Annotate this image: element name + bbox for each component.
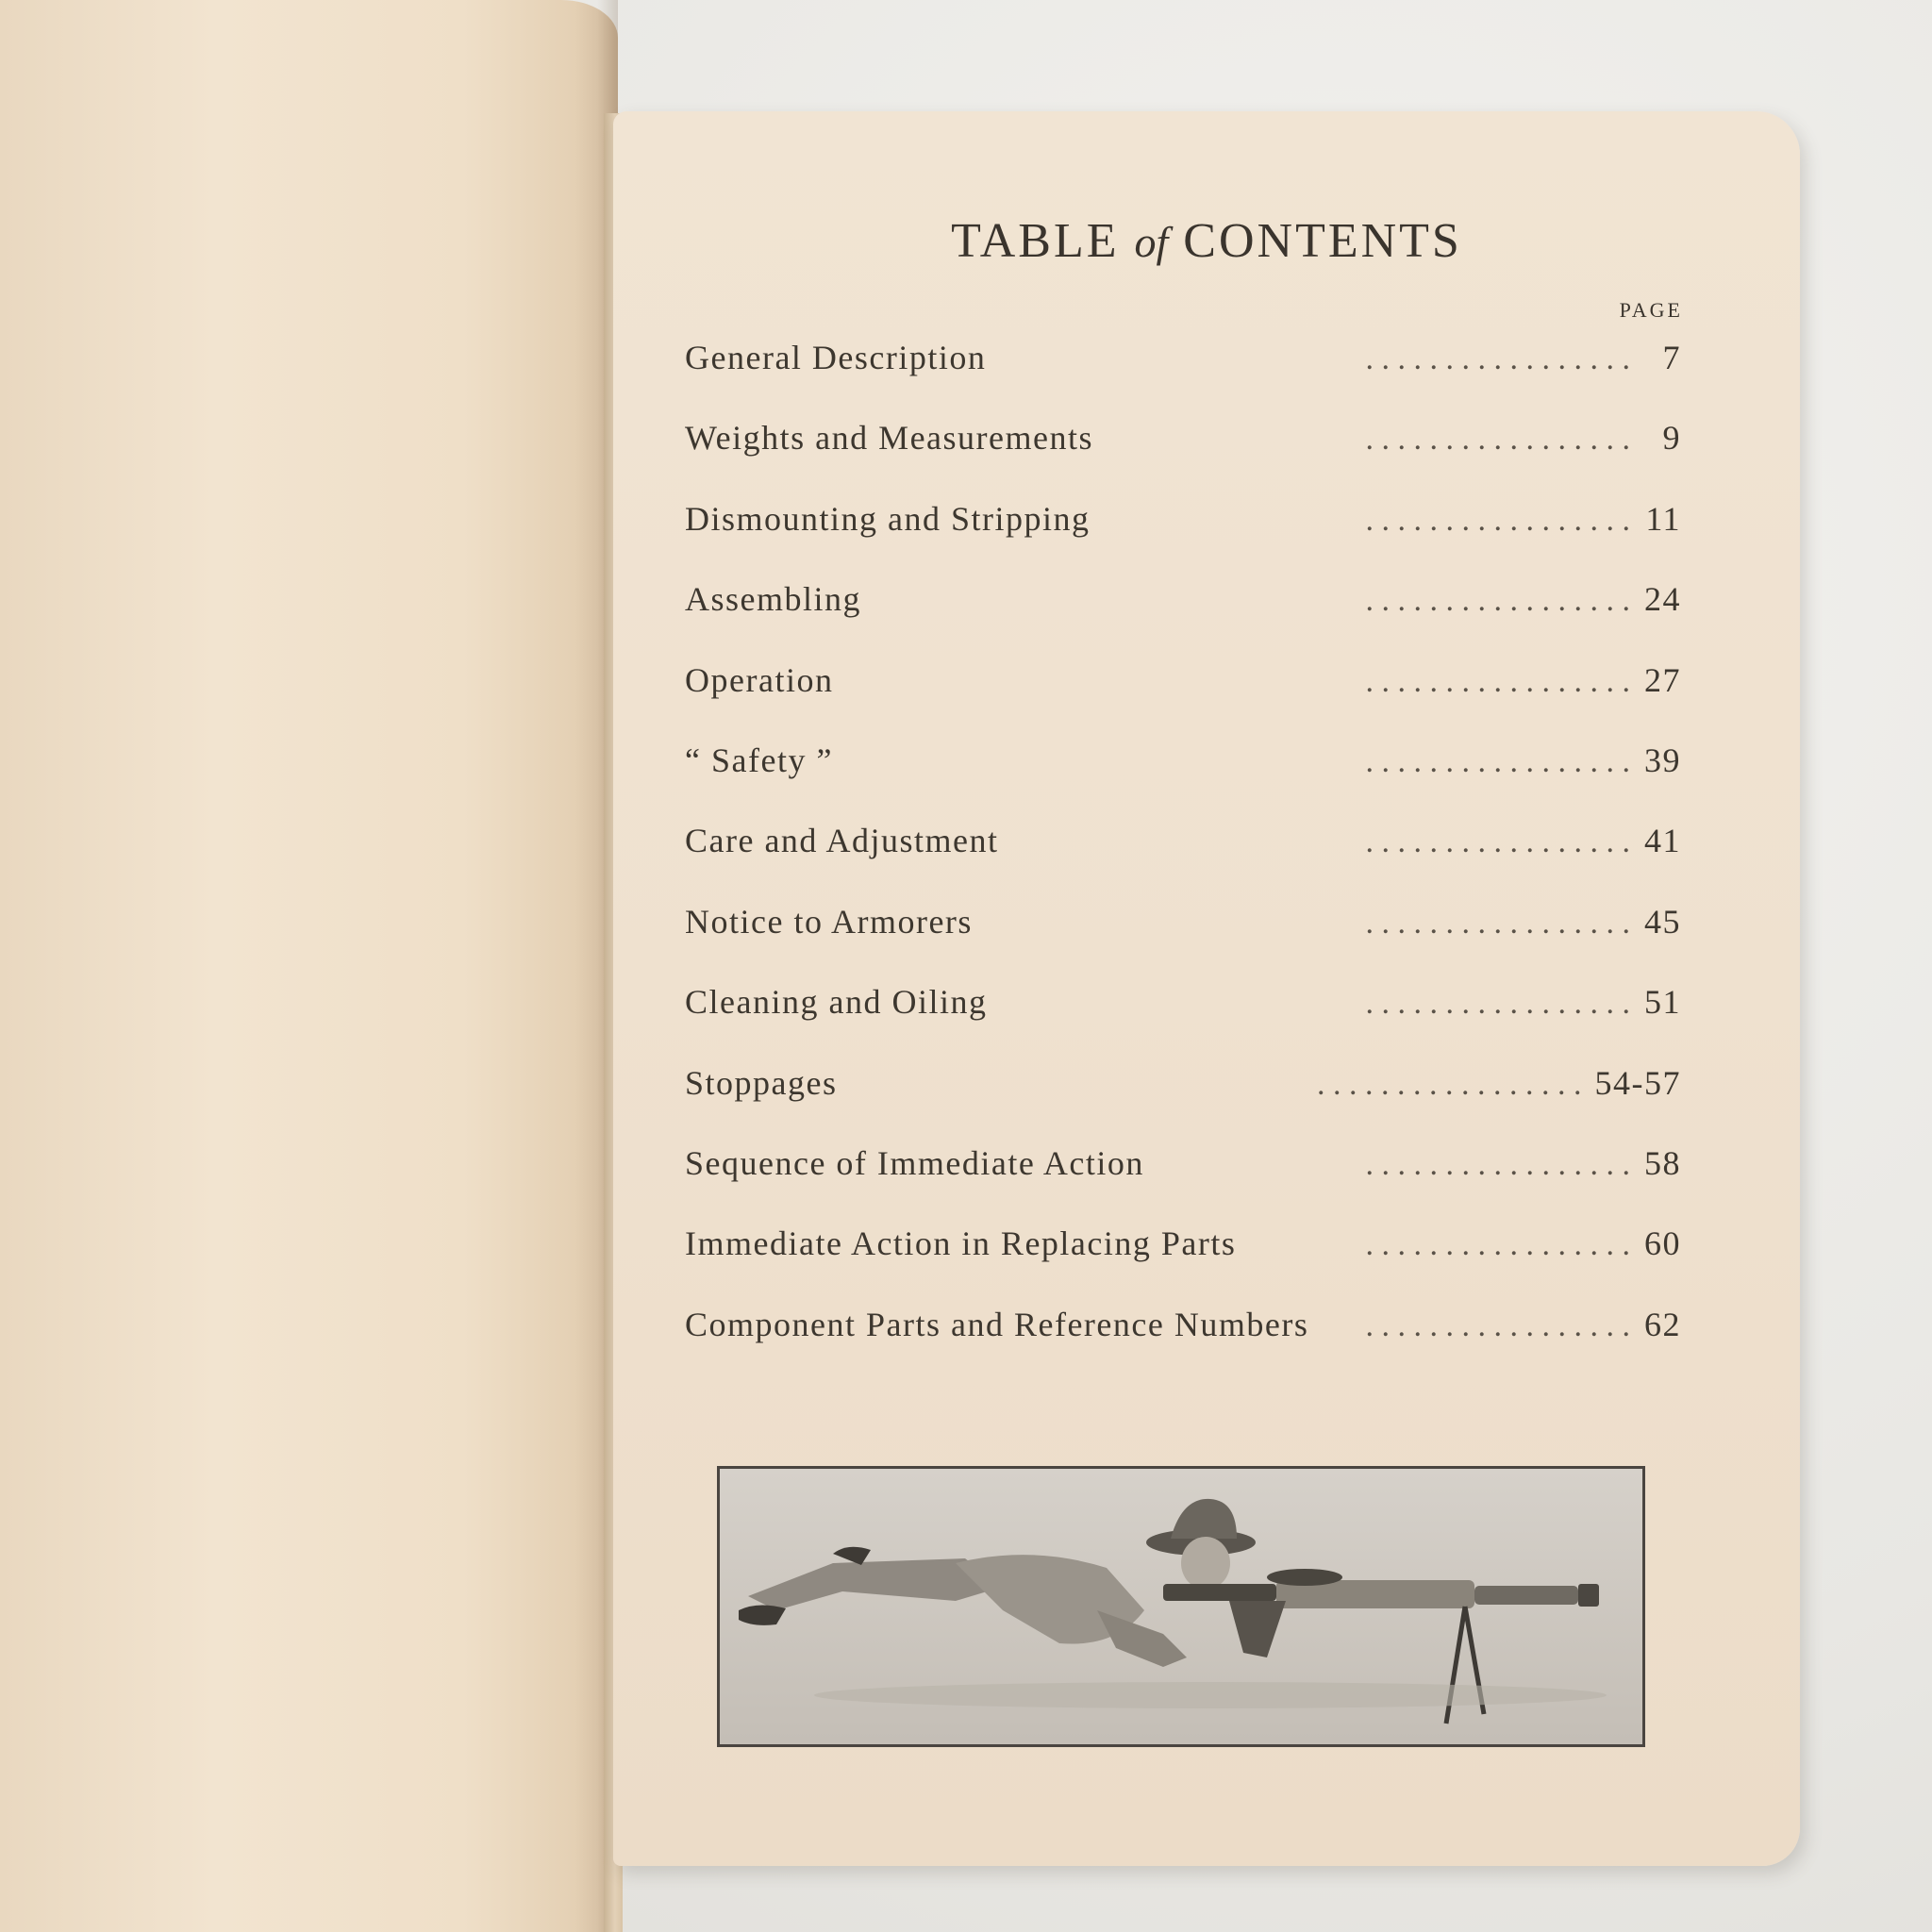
toc-entry: [685, 579, 1681, 659]
toc-entry: [685, 1063, 1681, 1143]
toc-entry-page: 9: [1662, 419, 1681, 458]
toc-entry-page: 24: [1644, 580, 1681, 619]
toc-dot-leader: . . . . . . . . . . . . . . . . .: [1365, 986, 1630, 1022]
toc-entry-page: 51: [1644, 983, 1681, 1022]
toc-title-of: of: [1134, 218, 1169, 266]
toc-entry-page: 7: [1662, 339, 1681, 376]
toc-title: [613, 213, 1800, 269]
toc-list: [685, 338, 1681, 1385]
toc-entry-label: Immediate Action in Replacing Parts: [685, 1224, 1237, 1263]
toc-entry: [685, 982, 1681, 1062]
toc-dot-leader: . . . . . . . . . . . . . . . . .: [1365, 341, 1630, 376]
toc-dot-leader: . . . . . . . . . . . . . . . . .: [1365, 583, 1630, 619]
toc-entry-label: “ Safety ”: [685, 741, 833, 779]
page-column-label: PAGE: [1619, 298, 1683, 322]
toc-dot-leader: . . . . . . . . . . . . . . . . .: [1365, 1227, 1630, 1263]
toc-entry-page: 62: [1644, 1305, 1681, 1343]
toc-entry: [685, 902, 1681, 982]
toc-dot-leader: . . . . . . . . . . . . . . . . .: [1365, 502, 1630, 538]
toc-entry-label: General Description: [685, 339, 987, 376]
toc-entry-page: 41: [1644, 822, 1681, 860]
toc-entry-page: 27: [1644, 660, 1681, 699]
toc-dot-leader: . . . . . . . . . . . . . . . . .: [1365, 1307, 1630, 1343]
toc-entry: [685, 1224, 1681, 1304]
toc-title-end: CONTENTS: [1183, 214, 1462, 268]
toc-dot-leader: . . . . . . . . . . . . . . . . .: [1365, 743, 1630, 779]
toc-entry-label: Notice to Armorers: [685, 902, 973, 941]
toc-entry-label: Weights and Measurements: [685, 419, 1094, 458]
toc-entry-label: Cleaning and Oiling: [685, 983, 988, 1022]
toc-entry-label: Stoppages: [685, 1063, 838, 1102]
toc-title-main: TABLE: [951, 214, 1120, 268]
toc-entry-page: 45: [1644, 902, 1681, 941]
toc-entry-label: Sequence of Immediate Action: [685, 1143, 1144, 1182]
toc-dot-leader: . . . . . . . . . . . . . . . . .: [1365, 422, 1630, 458]
toc-entry-label: Operation: [685, 660, 834, 699]
toc-entry-page: 11: [1645, 499, 1681, 538]
toc-entry: [685, 660, 1681, 741]
toc-entry-label: Care and Adjustment: [685, 822, 999, 860]
toc-dot-leader: . . . . . . . . . . . . . . . . .: [1317, 1066, 1582, 1102]
soldier-with-machine-gun-illustration: [720, 1469, 1642, 1744]
toc-entry-label: Dismounting and Stripping: [685, 499, 1091, 538]
toc-dot-leader: . . . . . . . . . . . . . . . . .: [1365, 824, 1630, 860]
left-page-blank: [0, 0, 618, 1932]
toc-entry-label: Component Parts and Reference Numbers: [685, 1305, 1309, 1343]
soldier-machine-gun-photo: [717, 1466, 1645, 1747]
toc-entry-page: 58: [1644, 1143, 1681, 1182]
toc-dot-leader: . . . . . . . . . . . . . . . . .: [1365, 663, 1630, 699]
toc-entry: [685, 821, 1681, 901]
toc-entry-label: Assembling: [685, 580, 862, 619]
toc-entry: [685, 418, 1681, 498]
toc-entry-page: 39: [1644, 741, 1681, 779]
toc-entry-page: 54-57: [1594, 1063, 1681, 1102]
toc-dot-leader: . . . . . . . . . . . . . . . . .: [1365, 905, 1630, 941]
toc-dot-leader: . . . . . . . . . . . . . . . . .: [1365, 1146, 1630, 1182]
toc-entry: [685, 499, 1681, 579]
toc-entry-page: 60: [1644, 1224, 1681, 1263]
toc-entry: [685, 1305, 1681, 1385]
right-page: [613, 111, 1800, 1866]
toc-entry: [685, 1143, 1681, 1224]
toc-entry: [685, 338, 1681, 418]
toc-entry: [685, 741, 1681, 821]
